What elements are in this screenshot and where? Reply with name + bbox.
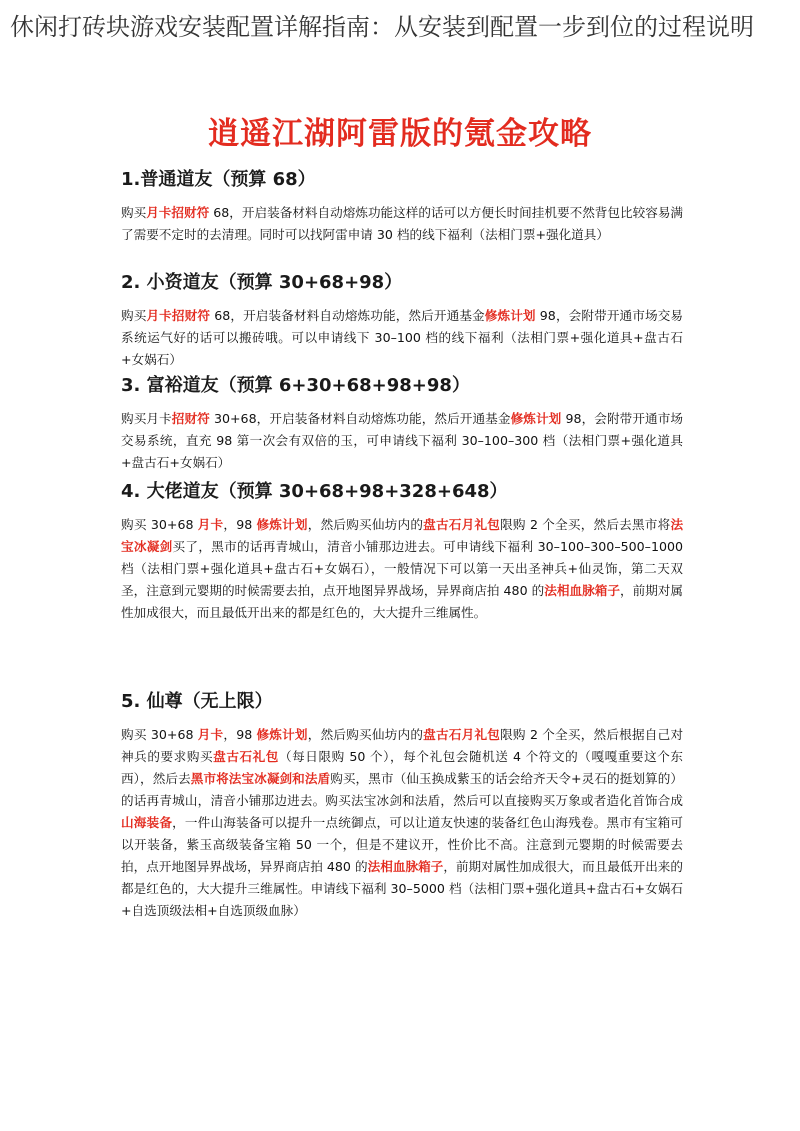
body-text: 购买月卡 (121, 411, 172, 426)
section-4-heading: 4. 大佬道友（预算 30+68+98+328+648） (121, 481, 508, 502)
highlight-term: 修炼计划 (510, 411, 562, 426)
highlight-term: 修炼计划 (256, 727, 308, 742)
body-text: ，一件山海装备可以提升一点统御点，可以让道友快速的装备红色山海残卷。黑市有宝箱可以开装备，紫玉高级装备宝箱 50 一个，但是不建议开，性价比不高。注意到元婴期的时候需要去拍，点开地图异界战场，异界商店拍 480 的 (121, 815, 684, 874)
highlight-term: 法宝冰凝剑 (121, 517, 684, 554)
section-3-body (121, 408, 683, 474)
highlight-term: 盘古石月礼包 (423, 727, 501, 742)
section-3-heading: 3. 富裕道友（预算 6+30+68+98+98） (121, 375, 470, 396)
highlight-term: 修炼计划 (256, 517, 308, 532)
section-1-heading: 1.普通道友（预算 68） (121, 169, 316, 190)
body-text: 98，会附带开通市场交易系统运气好的话可以搬砖哦。可以申请线下 30–100 档的线下福利（法相门票+强化道具+盘古石+女娲石） (121, 308, 684, 367)
body-text: 购买 (121, 205, 147, 220)
section-1-body (121, 202, 683, 246)
section-2-body (121, 305, 683, 371)
body-text: 购买 30+68 (121, 727, 198, 742)
highlight-term: 盘古石月礼包 (423, 517, 501, 532)
highlight-term: 月卡 (197, 727, 224, 742)
section-2-heading: 2. 小资道友（预算 30+68+98） (121, 272, 403, 293)
body-text: 68，开启装备材料自动熔炼功能，然后开通基金 (210, 308, 485, 323)
body-text: ，98 (223, 727, 257, 742)
body-text: ，前期对属性加成很大，而且最低开出来的都是红色的，大大提升三维属性。 (121, 583, 684, 620)
section-4-body (121, 514, 683, 624)
highlight-term: 月卡招财符 (146, 308, 211, 323)
body-text: ，然后购买仙坊内的 (307, 727, 424, 742)
body-text: 限购 2 个全买，然后根据自己对神兵的要求购买 (121, 727, 684, 764)
highlight-term: 修炼计划 (484, 308, 536, 323)
highlight-term: 月卡招财符 (146, 205, 210, 220)
body-text: ，98 (223, 517, 257, 532)
highlight-term: 山海装备 (121, 815, 173, 830)
section-5-heading: 5. 仙尊（无上限） (121, 691, 273, 712)
body-text: 30+68，开启装备材料自动熔炼功能，然后开通基金 (209, 411, 511, 426)
body-text: ，前期对属性加成很大，而且最低开出来的都是红色的，大大提升三维属性。申请线下福利 30–5000 档（法相门票+强化道具+盘古石+女娲石+自选顶级法相+自选顶级血脉） (121, 859, 684, 918)
body-text: （每日限购 50 个），每个礼包会随机送 4 个符文的（嘎嘎重要这个东西），然后去 (121, 749, 684, 786)
body-text: 购买 30+68 (121, 517, 198, 532)
section-2 (121, 271, 683, 371)
document-title: 逍遥江湖阿雷版的氪金攻略 (208, 116, 592, 152)
highlight-term: 法相血脉箱子 (367, 859, 444, 874)
body-text: 购买，黑市（仙玉换成紫玉的话会给齐天令+灵石的挺划算的）的话再青城山，清音小铺那边进去。购买法宝冰剑和法盾，然后可以直接购买万象或者造化首饰合成 (121, 771, 684, 808)
section-5 (121, 690, 683, 922)
section-5-body (121, 724, 683, 922)
body-text: 68，开启装备材料自动熔炼功能这样的话可以方便长时间挂机要不然背包比较容易满了需要不定时的去清理。同时可以找阿雷申请 30 档的线下福利（法相门票+强化道具） (121, 205, 684, 242)
highlight-term: 法相血脉箱子 (544, 583, 620, 598)
section-1 (121, 168, 683, 246)
highlight-term: 盘古石礼包 (213, 749, 279, 764)
section-3 (121, 374, 683, 474)
body-text: 购买 (121, 308, 147, 323)
body-text: 限购 2 个全买，然后去黑市将 (500, 517, 671, 532)
body-text: 买了，黑市的话再青城山，清音小铺那边进去。可申请线下福利 30–100–300–500–1000档（法相门票+强化道具+盘古石+女娲石），一般情况下可以第一天出圣神兵+仙灵饰，第二天双圣，注意到元婴期的时候需要去拍，点开地图异界战场，异界商店拍 480 的 (121, 539, 683, 598)
highlight-term: 招财符 (171, 411, 210, 426)
body-text: 98，会附带开通市场交易系统，直充 98 第一次会有双倍的玉，可申请线下福利 30–100–300 档（法相门票+强化道具+盘古石+女娲石） (121, 411, 684, 470)
body-text: ，然后购买仙坊内的 (307, 517, 424, 532)
highlight-term: 黑市将法宝冰凝剑和法盾 (190, 771, 331, 786)
page-title: 休闲打砖块游戏安装配置详解指南：从安装到配置一步到位的过程说明 (10, 13, 754, 41)
highlight-term: 月卡 (197, 517, 224, 532)
section-4 (121, 480, 683, 624)
